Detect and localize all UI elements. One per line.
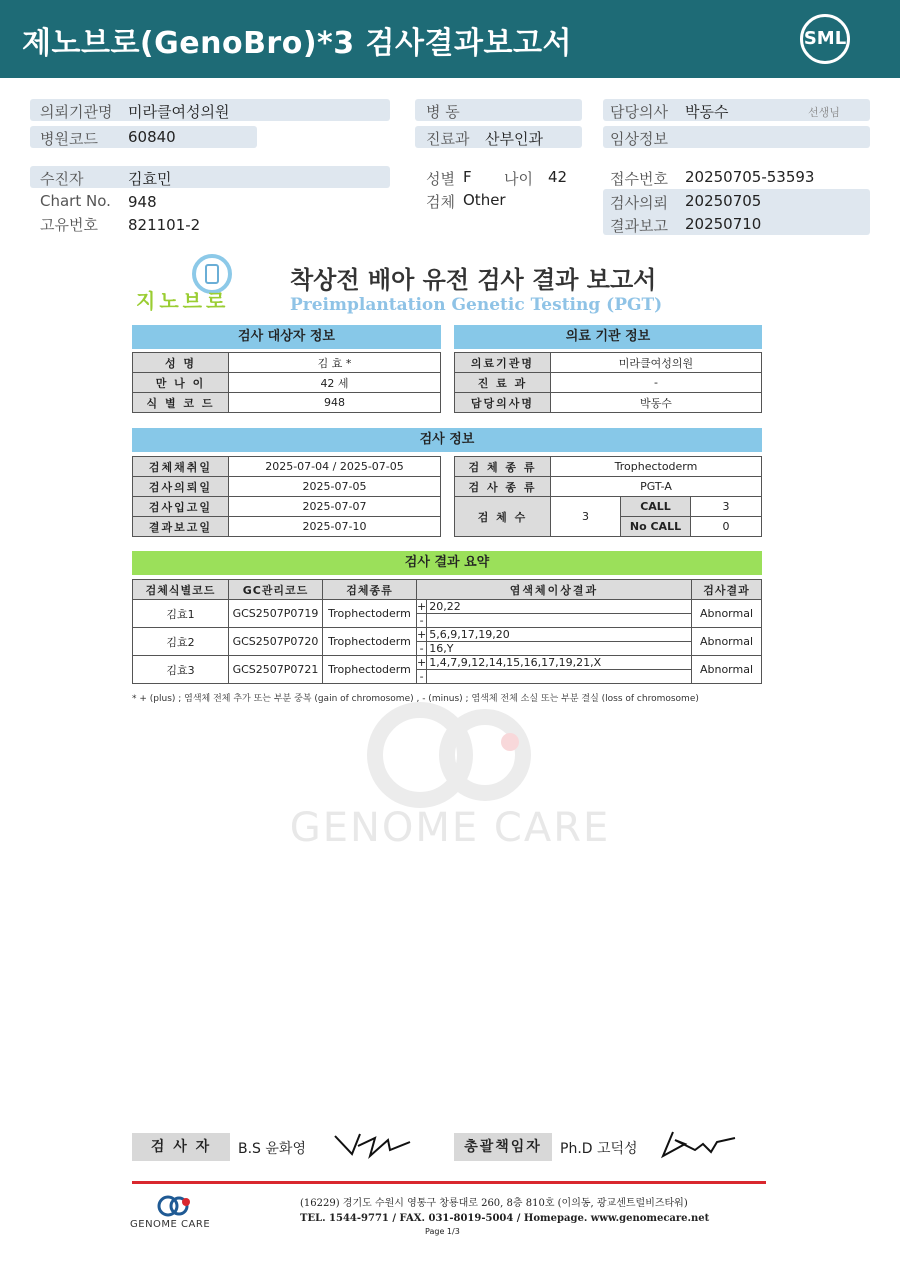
summary-id: 김효1 [133, 600, 229, 628]
institution-value: 박동수 [551, 393, 762, 413]
nocall-label: No CALL [621, 517, 691, 537]
age: 42 [548, 168, 568, 186]
sex: F [463, 168, 472, 186]
unique-no: 821101-2 [128, 216, 201, 234]
sex-label: 성별 [426, 170, 455, 188]
call-value: 3 [691, 497, 762, 517]
legend-note: * + (plus) ; 염색체 전체 추가 또는 부분 중복 (gain of chromosome) , - (minus) ; 염색체 전체 소실 또는 부분 결실 (loss of chromosome) [132, 694, 699, 704]
clinical-info-label: 임상정보 [610, 130, 668, 148]
watermark-text: GENOME CARE [289, 805, 611, 851]
report-title: 착상전 배아 유전 검사 결과 보고서 [290, 266, 657, 294]
department-label: 진료과 [426, 130, 470, 148]
subject-label: 만 나 이 [133, 373, 229, 393]
subject-value: 948 [229, 393, 441, 413]
institution-table [454, 352, 762, 413]
institution-section-header: 의료 기관 정보 [454, 325, 762, 349]
summary-gc: GCS2507P0719 [229, 600, 323, 628]
minus-sign: - [417, 642, 427, 656]
institution-label: 진 료 과 [455, 373, 551, 393]
test-date-value: 2025-07-07 [229, 497, 441, 517]
request-date: 20250705 [685, 192, 762, 210]
test-dates-table [132, 456, 441, 537]
nocall-value: 0 [691, 517, 762, 537]
specimen-table [454, 456, 762, 537]
minus-sign: - [417, 614, 427, 628]
subject-value: 42 세 [229, 373, 441, 393]
footer-address [300, 1196, 709, 1226]
age-label: 나이 [504, 170, 533, 188]
summary-header: 검사결과 [692, 580, 762, 600]
test-date-label: 결과보고일 [133, 517, 229, 537]
minus-sign: - [417, 670, 427, 684]
chart-no-label: Chart No. [40, 192, 111, 210]
hospital-code-label: 병원코드 [40, 130, 98, 148]
tester-label: 검 사 자 [132, 1133, 230, 1161]
director-label: 총괄책임자 [454, 1133, 552, 1161]
test-type: PGT-A [551, 477, 762, 497]
summary-result: Abnormal [692, 600, 762, 628]
test-date-value: 2025-07-05 [229, 477, 441, 497]
footer-contact: TEL. 1544-9771 / FAX. 031-8019-5004 / Homepage. www.genomecare.net [300, 1213, 710, 1224]
plus-sign: + [417, 600, 427, 613]
summary-header: 검체종류 [323, 580, 417, 600]
institution-label: 의료기관명 [455, 353, 551, 373]
test-date-label: 검체채취일 [133, 457, 229, 477]
institution-label: 담당의사명 [455, 393, 551, 413]
summary-gc: GCS2507P0720 [229, 628, 323, 656]
summary-table [132, 579, 762, 684]
department: 산부인과 [485, 130, 543, 148]
director-name: Ph.D 고덕성 [560, 1141, 638, 1157]
test-date-value: 2025-07-10 [229, 517, 441, 537]
plus-sign: + [417, 656, 427, 669]
summary-id: 김효3 [133, 656, 229, 684]
report-header-title: 제노브로(GenoBro)*3 검사결과보고서 [22, 26, 572, 61]
summary-id: 김효2 [133, 628, 229, 656]
genome-care-logo-icon [155, 1193, 195, 1219]
specimen-type-label: 검 체 종 류 [455, 457, 551, 477]
summary-header: GC관리코드 [229, 580, 323, 600]
summary-type: Trophectoderm [323, 600, 417, 628]
summary-result: Abnormal [692, 656, 762, 684]
tester-signature-icon [330, 1128, 415, 1160]
summary-plus: 5,6,9,17,19,20 [427, 628, 692, 642]
footer-logo-text: GENOME CARE [130, 1219, 211, 1230]
test-date-label: 검사입고일 [133, 497, 229, 517]
subject-value: 김 효 * [229, 353, 441, 373]
institution-value: - [551, 373, 762, 393]
specimen-count: 3 [551, 497, 621, 537]
summary-type: Trophectoderm [323, 656, 417, 684]
test-type-label: 검 사 종 류 [455, 477, 551, 497]
specimen: Other [463, 191, 506, 209]
summary-plus: 20,22 [427, 600, 692, 614]
subject-table [132, 352, 441, 413]
report-subtitle: Preimplantation Genetic Testing (PGT) [290, 295, 663, 315]
summary-minus [427, 614, 692, 628]
footer-divider [132, 1181, 766, 1184]
subject-label: 성 명 [133, 353, 229, 373]
specimen-count-label: 검 체 수 [455, 497, 551, 537]
genome-care-watermark-icon [270, 700, 630, 810]
specimen-type: Trophectoderm [551, 457, 762, 477]
summary-section-header: 검사 결과 요약 [132, 551, 762, 575]
test-date-label: 검사의뢰일 [133, 477, 229, 497]
summary-plus: 1,4,7,9,12,14,15,16,17,19,21,X [427, 656, 692, 670]
hospital-code: 60840 [128, 128, 176, 146]
genobro-logo-text: 지노브로 [136, 289, 230, 313]
test-section-header: 검사 정보 [132, 428, 762, 452]
doctor-suffix: 선생님 [808, 106, 840, 119]
summary-minus [427, 670, 692, 684]
chart-no: 948 [128, 193, 157, 211]
specimen-label: 검체 [426, 193, 455, 211]
info-bar [30, 166, 390, 188]
summary-header: 염색체이상결과 [417, 580, 692, 600]
tester-name: B.S 윤화영 [238, 1141, 306, 1157]
doctor-label: 담당의사 [610, 103, 668, 121]
summary-gc: GCS2507P0721 [229, 656, 323, 684]
report-date: 20250710 [685, 215, 762, 233]
summary-type: Trophectoderm [323, 628, 417, 656]
director-signature-icon [655, 1126, 740, 1162]
sml-logo: SML [800, 14, 850, 64]
unique-no-label: 고유번호 [40, 216, 98, 234]
receipt-no-label: 접수번호 [610, 170, 668, 188]
watermark [270, 700, 630, 851]
request-date-label: 검사의뢰 [610, 194, 668, 212]
summary-header: 검체식별코드 [133, 580, 229, 600]
footer-address-line: (16229) 경기도 수원시 영통구 창룡대로 260, 8층 810호 (이의동, 광교센트럴비즈타워) [300, 1198, 688, 1209]
subject-section-header: 검사 대상자 정보 [132, 325, 441, 349]
doctor: 박동수 [685, 103, 729, 121]
report-date-label: 결과보고 [610, 217, 668, 235]
ward-label: 병 동 [426, 103, 460, 121]
summary-minus: 16,Y [427, 642, 692, 656]
plus-sign: + [417, 628, 427, 641]
subject-label: 식 별 코 드 [133, 393, 229, 413]
patient-label: 수진자 [40, 170, 84, 188]
requesting-institution-label: 의뢰기관명 [40, 103, 113, 121]
summary-result: Abnormal [692, 628, 762, 656]
receipt-no: 20250705-53593 [685, 168, 815, 186]
patient-name: 김효민 [128, 170, 172, 188]
report-header [0, 0, 900, 78]
requesting-institution: 미라클여성의원 [128, 103, 230, 121]
institution-value: 미라클여성의원 [551, 353, 762, 373]
call-label: CALL [621, 497, 691, 517]
page-number: Page 1/3 [425, 1227, 460, 1236]
test-date-value: 2025-07-04 / 2025-07-05 [229, 457, 441, 477]
